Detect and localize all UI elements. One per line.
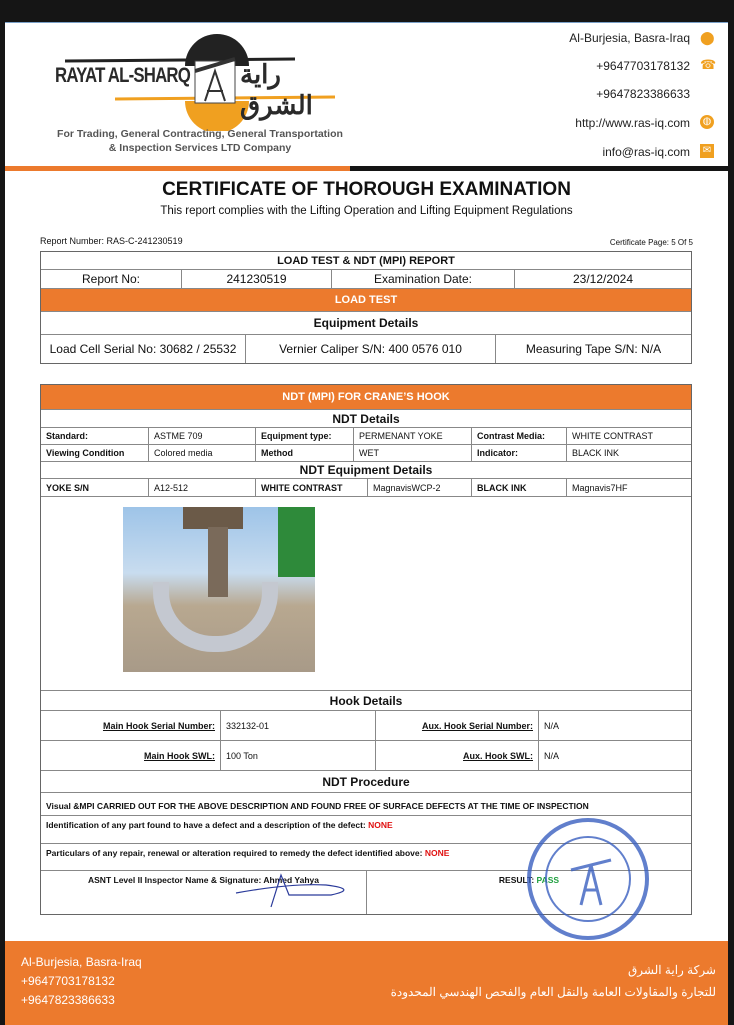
method-value: WET — [354, 445, 472, 461]
envelope-icon: ✉ — [700, 144, 714, 158]
contact-email[interactable]: info@ras-iq.com — [602, 145, 690, 159]
divider-orange — [5, 166, 350, 171]
standard-value: ASTME 709 — [149, 428, 256, 444]
location-pin-icon: ⬤ — [700, 30, 715, 45]
repair-value: NONE — [424, 848, 450, 858]
defect-label: Identification of any part found to have a defect and a description of the defect: — [46, 820, 366, 830]
certificate-page — [5, 22, 728, 1024]
contact-phone-1: +9647703178132 — [596, 59, 690, 73]
aux-hook-swl-label: Aux. Hook SWL: — [376, 741, 539, 770]
inspector-label: ASNT Level II Inspector Name & Signature: — [88, 875, 262, 885]
company-logo — [55, 31, 355, 131]
certificate-page: Certificate Page: 5 Of 5 — [609, 238, 693, 247]
footer-arabic-name: شركة راية الشرق — [627, 963, 716, 977]
method-label: Method — [256, 445, 354, 461]
load-cell-serial: Load Cell Serial No: 30682 / 25532 — [41, 335, 246, 363]
procedure-text: Visual &MPI CARRIED OUT FOR THE ABOVE DESCRIPTION AND FOUND FREE OF SURFACE DEFECTS AT THE TIME OF INSPECTION — [46, 800, 589, 811]
page-title: CERTIFICATE OF THOROUGH EXAMINATION — [162, 179, 571, 200]
main-hook-serial-value: 332132-01 — [221, 711, 376, 740]
report-heading: LOAD TEST & NDT (MPI) REPORT — [277, 254, 455, 267]
equipment-details-heading: Equipment Details — [313, 316, 419, 330]
exam-date-label: Examination Date: — [332, 270, 515, 288]
result-value: PASS — [536, 875, 560, 885]
aux-hook-swl-value: N/A — [544, 750, 560, 761]
contact-address: Al-Burjesia, Basra-Iraq — [569, 31, 690, 45]
load-test-table — [40, 251, 692, 364]
tagline-2: & Inspection Services LTD Company — [108, 142, 292, 154]
inspector-name: Ahmed Yahya — [263, 875, 319, 885]
main-hook-serial-label: Main Hook Serial Number: — [41, 711, 221, 740]
footer-phone-2: +9647823386633 — [21, 993, 115, 1007]
divider-black — [350, 166, 728, 171]
load-test-banner: LOAD TEST — [41, 289, 691, 312]
footer-arabic-description: للتجارة والمقاولات العامة والنقل العام والفحص الهندسي المحدودة — [390, 985, 716, 999]
contrast-value: WHITE CONTRAST — [572, 431, 653, 441]
logo-arabic: راية الشرق — [240, 59, 313, 120]
white-contrast-value: MagnavisWCP-2 — [368, 479, 472, 496]
aux-hook-serial-value: N/A — [544, 720, 560, 731]
globe-icon: ◍ — [700, 115, 714, 129]
equipment-type-value: PERMENANT YOKE — [354, 428, 472, 444]
viewing-label: Viewing Condition — [41, 445, 149, 461]
signature — [231, 873, 361, 909]
footer-phone-1: +9647703178132 — [21, 974, 115, 988]
tagline-1: For Trading, General Contracting, General Transportation — [57, 128, 343, 140]
logo-name: RAYAT AL-SHARQ — [55, 64, 191, 87]
ndt-details-heading: NDT Details — [332, 411, 400, 426]
company-stamp — [527, 818, 649, 940]
viewing-value: Colored media — [149, 445, 256, 461]
phone-icon: ☎ — [700, 57, 717, 72]
yoke-label: YOKE S/N — [41, 479, 149, 496]
yoke-value: A12-512 — [149, 479, 256, 496]
derrick-stamp-icon — [561, 850, 621, 910]
hook-photo — [123, 507, 315, 672]
report-no-value: 241230519 — [182, 270, 332, 288]
ndt-equipment-heading: NDT Equipment Details — [299, 463, 433, 477]
defect-value: NONE — [368, 820, 393, 830]
black-ink-value: Magnavis7HF — [572, 482, 628, 493]
measuring-tape-serial: Measuring Tape S/N: N/A — [525, 342, 662, 356]
aux-hook-serial-label: Aux. Hook Serial Number: — [376, 711, 539, 740]
exam-date-value: 23/12/2024 — [572, 272, 634, 286]
report-number: Report Number: RAS-C-241230519 — [40, 236, 183, 246]
black-ink-label: BLACK INK — [472, 479, 567, 496]
contact-website[interactable]: http://www.ras-iq.com — [575, 116, 690, 130]
footer — [5, 941, 728, 1025]
repair-label: Particulars of any repair, renewal or alteration required to remedy the defect identified above: — [46, 848, 423, 858]
footer-address: Al-Burjesia, Basra-Iraq — [21, 955, 142, 969]
white-contrast-label: WHITE CONTRAST — [256, 479, 368, 496]
hook-details-heading: Hook Details — [329, 693, 403, 708]
indicator-value: BLACK INK — [572, 448, 620, 458]
vernier-caliper-serial: Vernier Caliper S/N: 400 0576 010 — [246, 335, 496, 363]
result-label: RESULT: — [498, 875, 535, 885]
contact-phone-2: +9647823386633 — [596, 87, 690, 101]
report-no-label: Report No: — [41, 270, 182, 288]
main-hook-swl-value: 100 Ton — [221, 741, 376, 770]
ndt-procedure-heading: NDT Procedure — [322, 774, 410, 789]
main-hook-swl-label: Main Hook SWL: — [41, 741, 221, 770]
page-subtitle: This report complies with the Lifting Operation and Lifting Equipment Regulations — [160, 205, 573, 217]
equipment-type-label: Equipment type: — [256, 428, 354, 444]
indicator-label: Indicator: — [472, 445, 567, 461]
standard-label: Standard: — [41, 428, 149, 444]
contrast-label: Contrast Media: — [472, 428, 567, 444]
ndt-banner: NDT (MPI) FOR CRANE’S HOOK — [41, 385, 691, 410]
